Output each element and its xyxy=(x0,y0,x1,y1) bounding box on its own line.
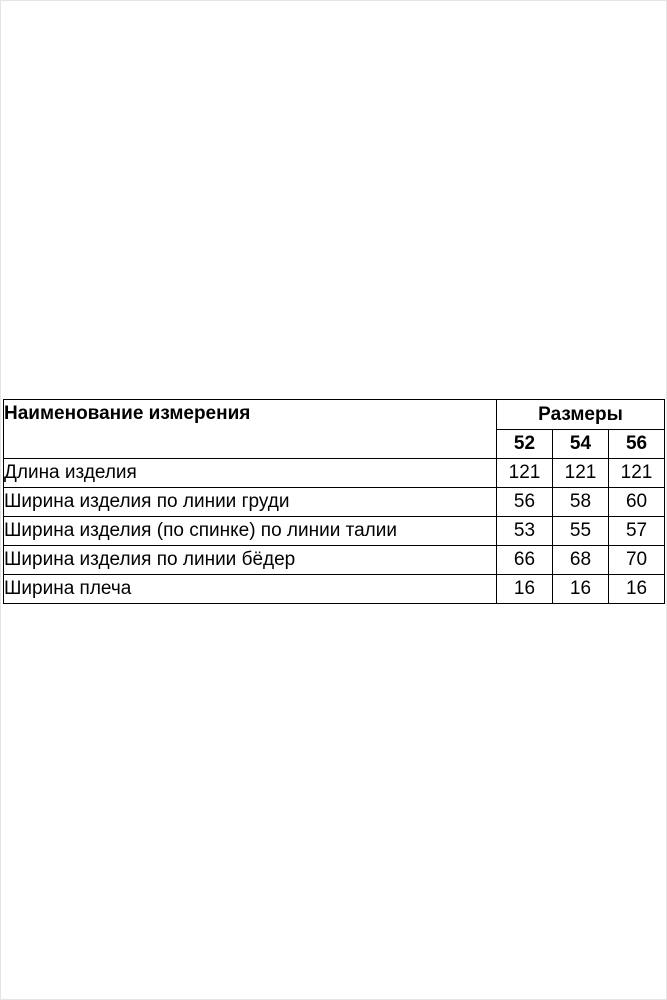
row-value: 56 xyxy=(497,488,553,517)
row-value: 16 xyxy=(497,575,553,604)
row-value: 66 xyxy=(497,546,553,575)
row-value: 121 xyxy=(553,459,609,488)
row-value: 60 xyxy=(609,488,665,517)
row-value: 16 xyxy=(609,575,665,604)
row-name: Ширина плеча xyxy=(4,575,497,604)
table-row xyxy=(4,459,665,488)
sizes-header: Размеры xyxy=(497,400,665,430)
row-value: 58 xyxy=(553,488,609,517)
size-56-header: 56 xyxy=(609,430,665,459)
row-name: Ширина изделия (по спинке) по линии талии xyxy=(4,517,497,546)
measurement-name-header: Наименование измерения xyxy=(4,400,497,459)
table-row xyxy=(4,575,665,604)
row-value: 68 xyxy=(553,546,609,575)
row-value: 16 xyxy=(553,575,609,604)
size-chart-table xyxy=(3,399,665,604)
size-52-header: 52 xyxy=(497,430,553,459)
row-value: 121 xyxy=(609,459,665,488)
row-value: 57 xyxy=(609,517,665,546)
row-name: Длина изделия xyxy=(4,459,497,488)
table-row xyxy=(4,546,665,575)
row-name: Ширина изделия по линии бёдер xyxy=(4,546,497,575)
row-value: 53 xyxy=(497,517,553,546)
table-header-row xyxy=(4,400,665,430)
row-value: 55 xyxy=(553,517,609,546)
row-value: 121 xyxy=(497,459,553,488)
size-54-header: 54 xyxy=(553,430,609,459)
table-row xyxy=(4,517,665,546)
row-value: 70 xyxy=(609,546,665,575)
table-row xyxy=(4,488,665,517)
row-name: Ширина изделия по линии груди xyxy=(4,488,497,517)
